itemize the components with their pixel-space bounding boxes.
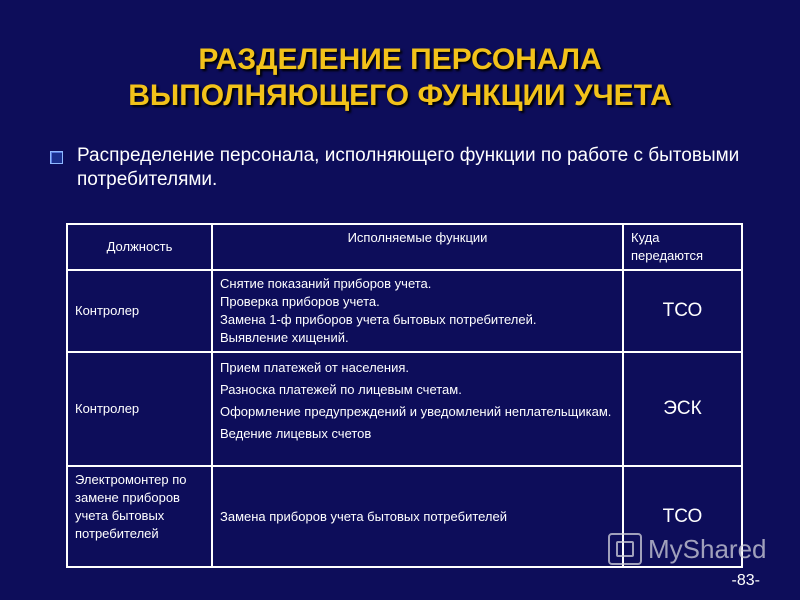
watermark-text: MyShared: [648, 533, 767, 564]
row1-destination: ТСО: [623, 270, 742, 352]
row3-functions: [212, 466, 623, 567]
row2-position: Контролер: [67, 352, 212, 466]
row1-function: Замена 1-ф приборов учета бытовых потребителей.: [220, 312, 537, 327]
table-header-row: [67, 224, 742, 270]
row1-functions: [212, 270, 623, 352]
intro-bullet: [50, 144, 750, 192]
header-destination: Куда передаются: [623, 224, 742, 270]
row3-position: Электромонтер по замене приборов учета бытовых потребителей: [67, 466, 212, 567]
row2-functions: [212, 352, 623, 466]
presentation-icon: [608, 533, 642, 565]
intro-text: Распределение персонала, исполняющего функции по работе с бытовыми потребителями.: [77, 145, 740, 190]
header-position: Должность: [67, 224, 212, 270]
row1-function: Проверка приборов учета.: [220, 294, 380, 309]
watermark: [608, 533, 767, 565]
slide-title-line1: РАЗДЕЛЕНИЕ ПЕРСОНАЛА: [198, 43, 602, 76]
row3-destination: ТСО: [623, 466, 742, 567]
table-row: [67, 352, 742, 466]
row1-function: Снятие показаний приборов учета.: [220, 276, 432, 291]
row1-function: Выявление хищений.: [220, 330, 349, 345]
table-row: [67, 270, 742, 352]
row2-function: Прием платежей от населения.: [220, 360, 410, 375]
row2-function: Ведение лицевых счетов: [220, 426, 372, 441]
page-number: -83-: [731, 572, 760, 589]
square-bullet-icon: [50, 151, 63, 164]
staff-distribution-table: [66, 223, 743, 568]
row3-function: Замена приборов учета бытовых потребителей: [220, 508, 508, 524]
row1-position: Контролер: [67, 270, 212, 352]
row2-destination: ЭСК: [623, 352, 742, 466]
slide-title-line2: ВЫПОЛНЯЮЩЕГО ФУНКЦИИ УЧЕТА: [128, 79, 672, 112]
slide-title: [0, 42, 800, 114]
row2-function: Оформление предупреждений и уведомлений неплательщикам.: [220, 404, 612, 419]
header-functions: Исполняемые функции: [212, 224, 623, 270]
row2-function: Разноска платежей по лицевым счетам.: [220, 382, 462, 397]
